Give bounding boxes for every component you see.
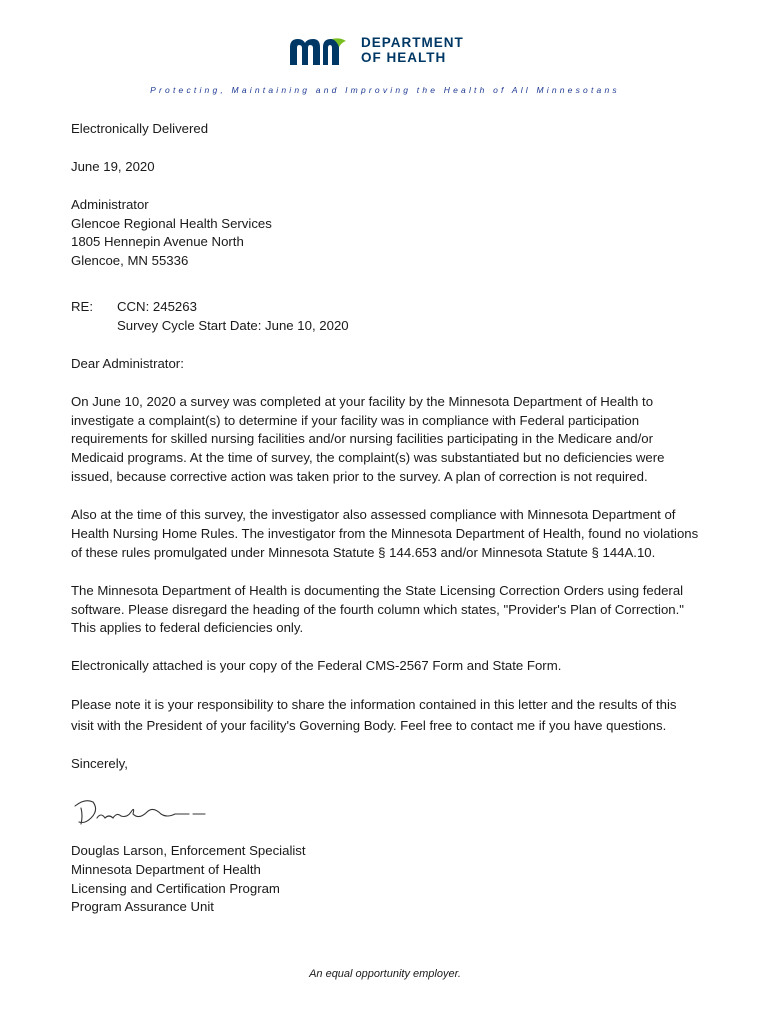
org-name-line2: OF HEALTH [361, 50, 447, 65]
footer-text: An equal opportunity employer. [309, 968, 461, 980]
letter-body [71, 120, 701, 917]
salutation: Dear Administrator: [71, 355, 184, 371]
re-label: RE: [71, 299, 93, 315]
closing: Sincerely, [71, 755, 128, 771]
signer-line: Minnesota Department of Health [71, 861, 261, 877]
letterhead [0, 30, 770, 80]
body-paragraph: Also at the time of this survey, the investigator also assessed compliance with Minnesota Department of Health Nursing Home Rules. The investigator from the Minnesota Department of Health, found no violations of these rules promulgated under Minnesota Statute § 144.653 and/or Minnesota Statute § 144A.10. [71, 507, 699, 560]
body-paragraph: On June 10, 2020 a survey was completed at your facility by the Minnesota Department of Health to investigate a complaint(s) to determine if your facility was in compliance with Federal participation requirements for skilled nursing facilities and/or nursing facilities participating in the Medicare and/or Medicaid programs. At the time of survey, the complaint(s) was substantiated but no deficiencies were issued, because corrective action was taken prior to the survey. A plan of correction is not required. [71, 393, 665, 485]
recipient-line: Glencoe Regional Health Services [71, 215, 272, 231]
recipient-line: Glencoe, MN 55336 [71, 253, 189, 269]
re-block [71, 298, 701, 336]
mn-health-logo-icon [288, 36, 354, 66]
re-line: Survey Cycle Start Date: June 10, 2020 [117, 318, 349, 334]
recipient-address [71, 196, 701, 272]
signer-line: Douglas Larson, Enforcement Specialist [71, 842, 306, 858]
body-paragraph: The Minnesota Department of Health is documenting the State Licensing Correction Orders using federal software. Please disregard the heading of the fourth column which states, "Provider's Plan of Correction." This applies to federal deficiencies only. [71, 582, 684, 636]
delivery-method: Electronically Delivered [71, 121, 209, 136]
tagline: Protecting, Maintaining and Improving the Health of All Minnesotans [150, 85, 620, 95]
signer-line: Licensing and Certification Program [71, 880, 280, 896]
handwritten-signature-icon [71, 784, 221, 830]
body-paragraph: Please note it is your responsibility to share the information contained in this letter and the results of this visit with the President of your facility's Governing Body. Feel free to contact me if you have questions. [71, 697, 677, 733]
org-name [361, 35, 464, 65]
recipient-line: 1805 Hennepin Avenue North [71, 234, 244, 250]
recipient-line: Administrator [71, 196, 149, 212]
letter-date: June 19, 2020 [71, 158, 155, 174]
signer-block [71, 842, 701, 918]
org-name-line1: DEPARTMENT [361, 35, 464, 50]
body-paragraph: Electronically attached is your copy of the Federal CMS-2567 Form and State Form. [71, 658, 562, 674]
signer-line: Program Assurance Unit [71, 899, 214, 915]
re-line: CCN: 245263 [117, 299, 197, 315]
